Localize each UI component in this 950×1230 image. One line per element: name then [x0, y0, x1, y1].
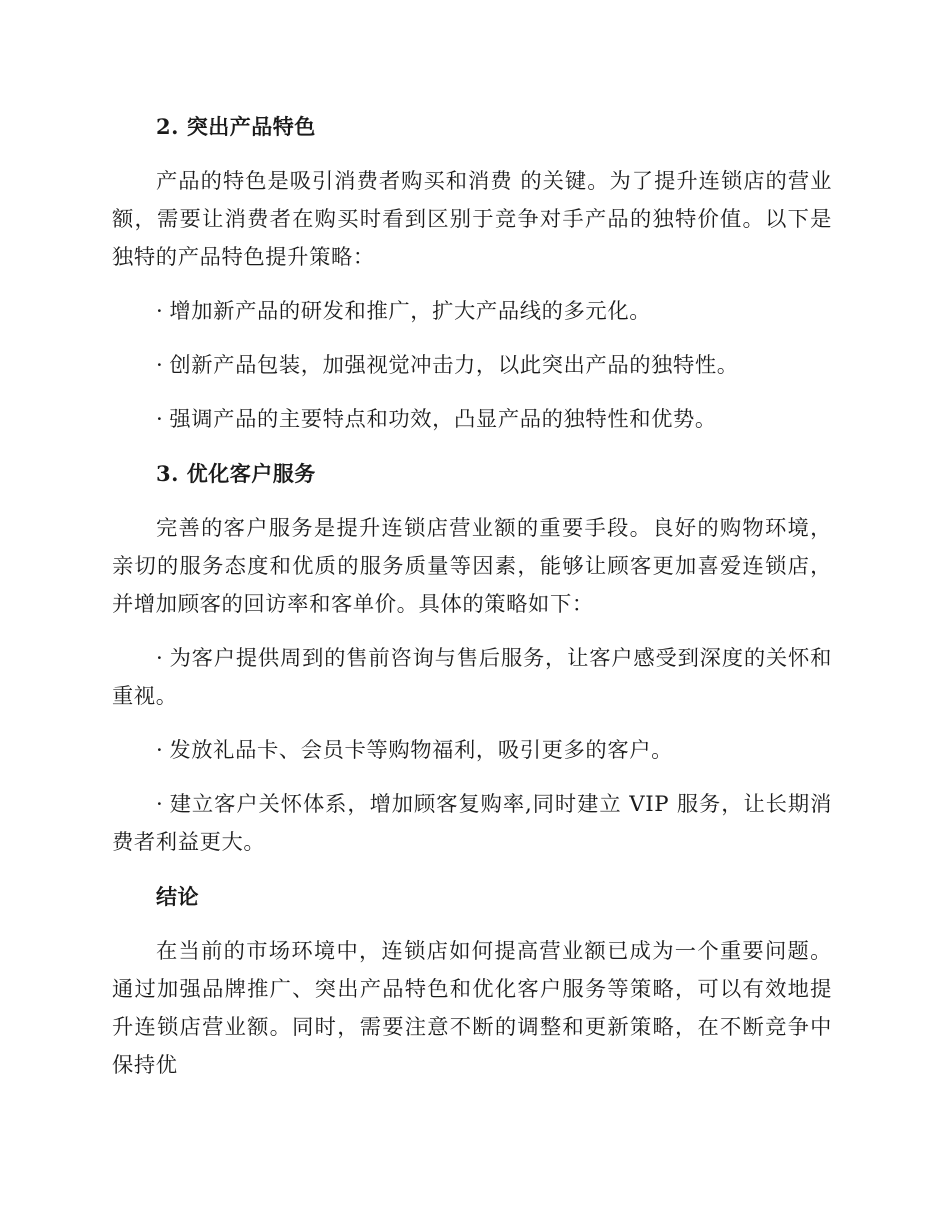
bullet-dot: · — [156, 646, 164, 671]
bullet-item — [112, 732, 832, 770]
bullet-text: 发放礼品卡、会员卡等购物福利，吸引更多的客户。 — [169, 738, 674, 763]
section-conclusion — [112, 878, 832, 1085]
section-paragraph: 在当前的市场环境中，连锁店如何提高营业额已成为一个重要问题。通过加强品牌推广、突出产品特色和优化客户服务等策略，可以有效地提升连锁店营业额。同时，需要注意不断的调整和更新策略，在不断竞争中保持优 — [112, 939, 832, 1078]
bullet-item — [112, 640, 832, 716]
bullet-dot: · — [156, 738, 164, 763]
bullet-dot: · — [156, 792, 164, 817]
section-heading: 3. 优化客户服务 — [156, 461, 316, 486]
bullet-text: 创新产品包装，加强视觉冲击力，以此突出产品的独特性。 — [169, 353, 739, 378]
section-heading: 2. 突出产品特色 — [156, 114, 316, 139]
section-paragraph: 产品的特色是吸引消费者购买和消费 的关键。为了提升连锁店的营业额，需要让消费者在购买时看到区别于竞争对手产品的独特价值。以下是独特的产品特色提升策略： — [112, 169, 832, 270]
section-product-features — [112, 108, 832, 439]
bullet-text: 强调产品的主要特点和功效，凸显产品的独特性和优势。 — [169, 407, 717, 432]
bullet-item — [112, 401, 832, 439]
bullet-item — [112, 347, 832, 385]
bullet-text: 为客户提供周到的售前咨询与售后服务，让客户感受到深度的关怀和重视。 — [112, 646, 832, 709]
bullet-dot: · — [156, 299, 164, 324]
bullet-text: 增加新产品的研发和推广，扩大产品线的多元化。 — [169, 299, 652, 324]
bullet-item — [112, 786, 832, 862]
document-body — [112, 108, 832, 1101]
section-paragraph: 完善的客户服务是提升连锁店营业额的重要手段。良好的购物环境，亲切的服务态度和优质的服务质量等因素，能够让顾客更加喜爱连锁店，并增加顾客的回访率和客单价。具体的策略如下： — [112, 516, 832, 617]
section-customer-service — [112, 455, 832, 862]
section-heading: 结论 — [156, 884, 199, 909]
bullet-dot: · — [156, 353, 164, 378]
bullet-text: 建立客户关怀体系，增加顾客复购率,同时建立 VIP 服务，让长期消费者利益更大。 — [112, 792, 832, 855]
bullet-dot: · — [156, 407, 164, 432]
bullet-item — [112, 293, 832, 331]
